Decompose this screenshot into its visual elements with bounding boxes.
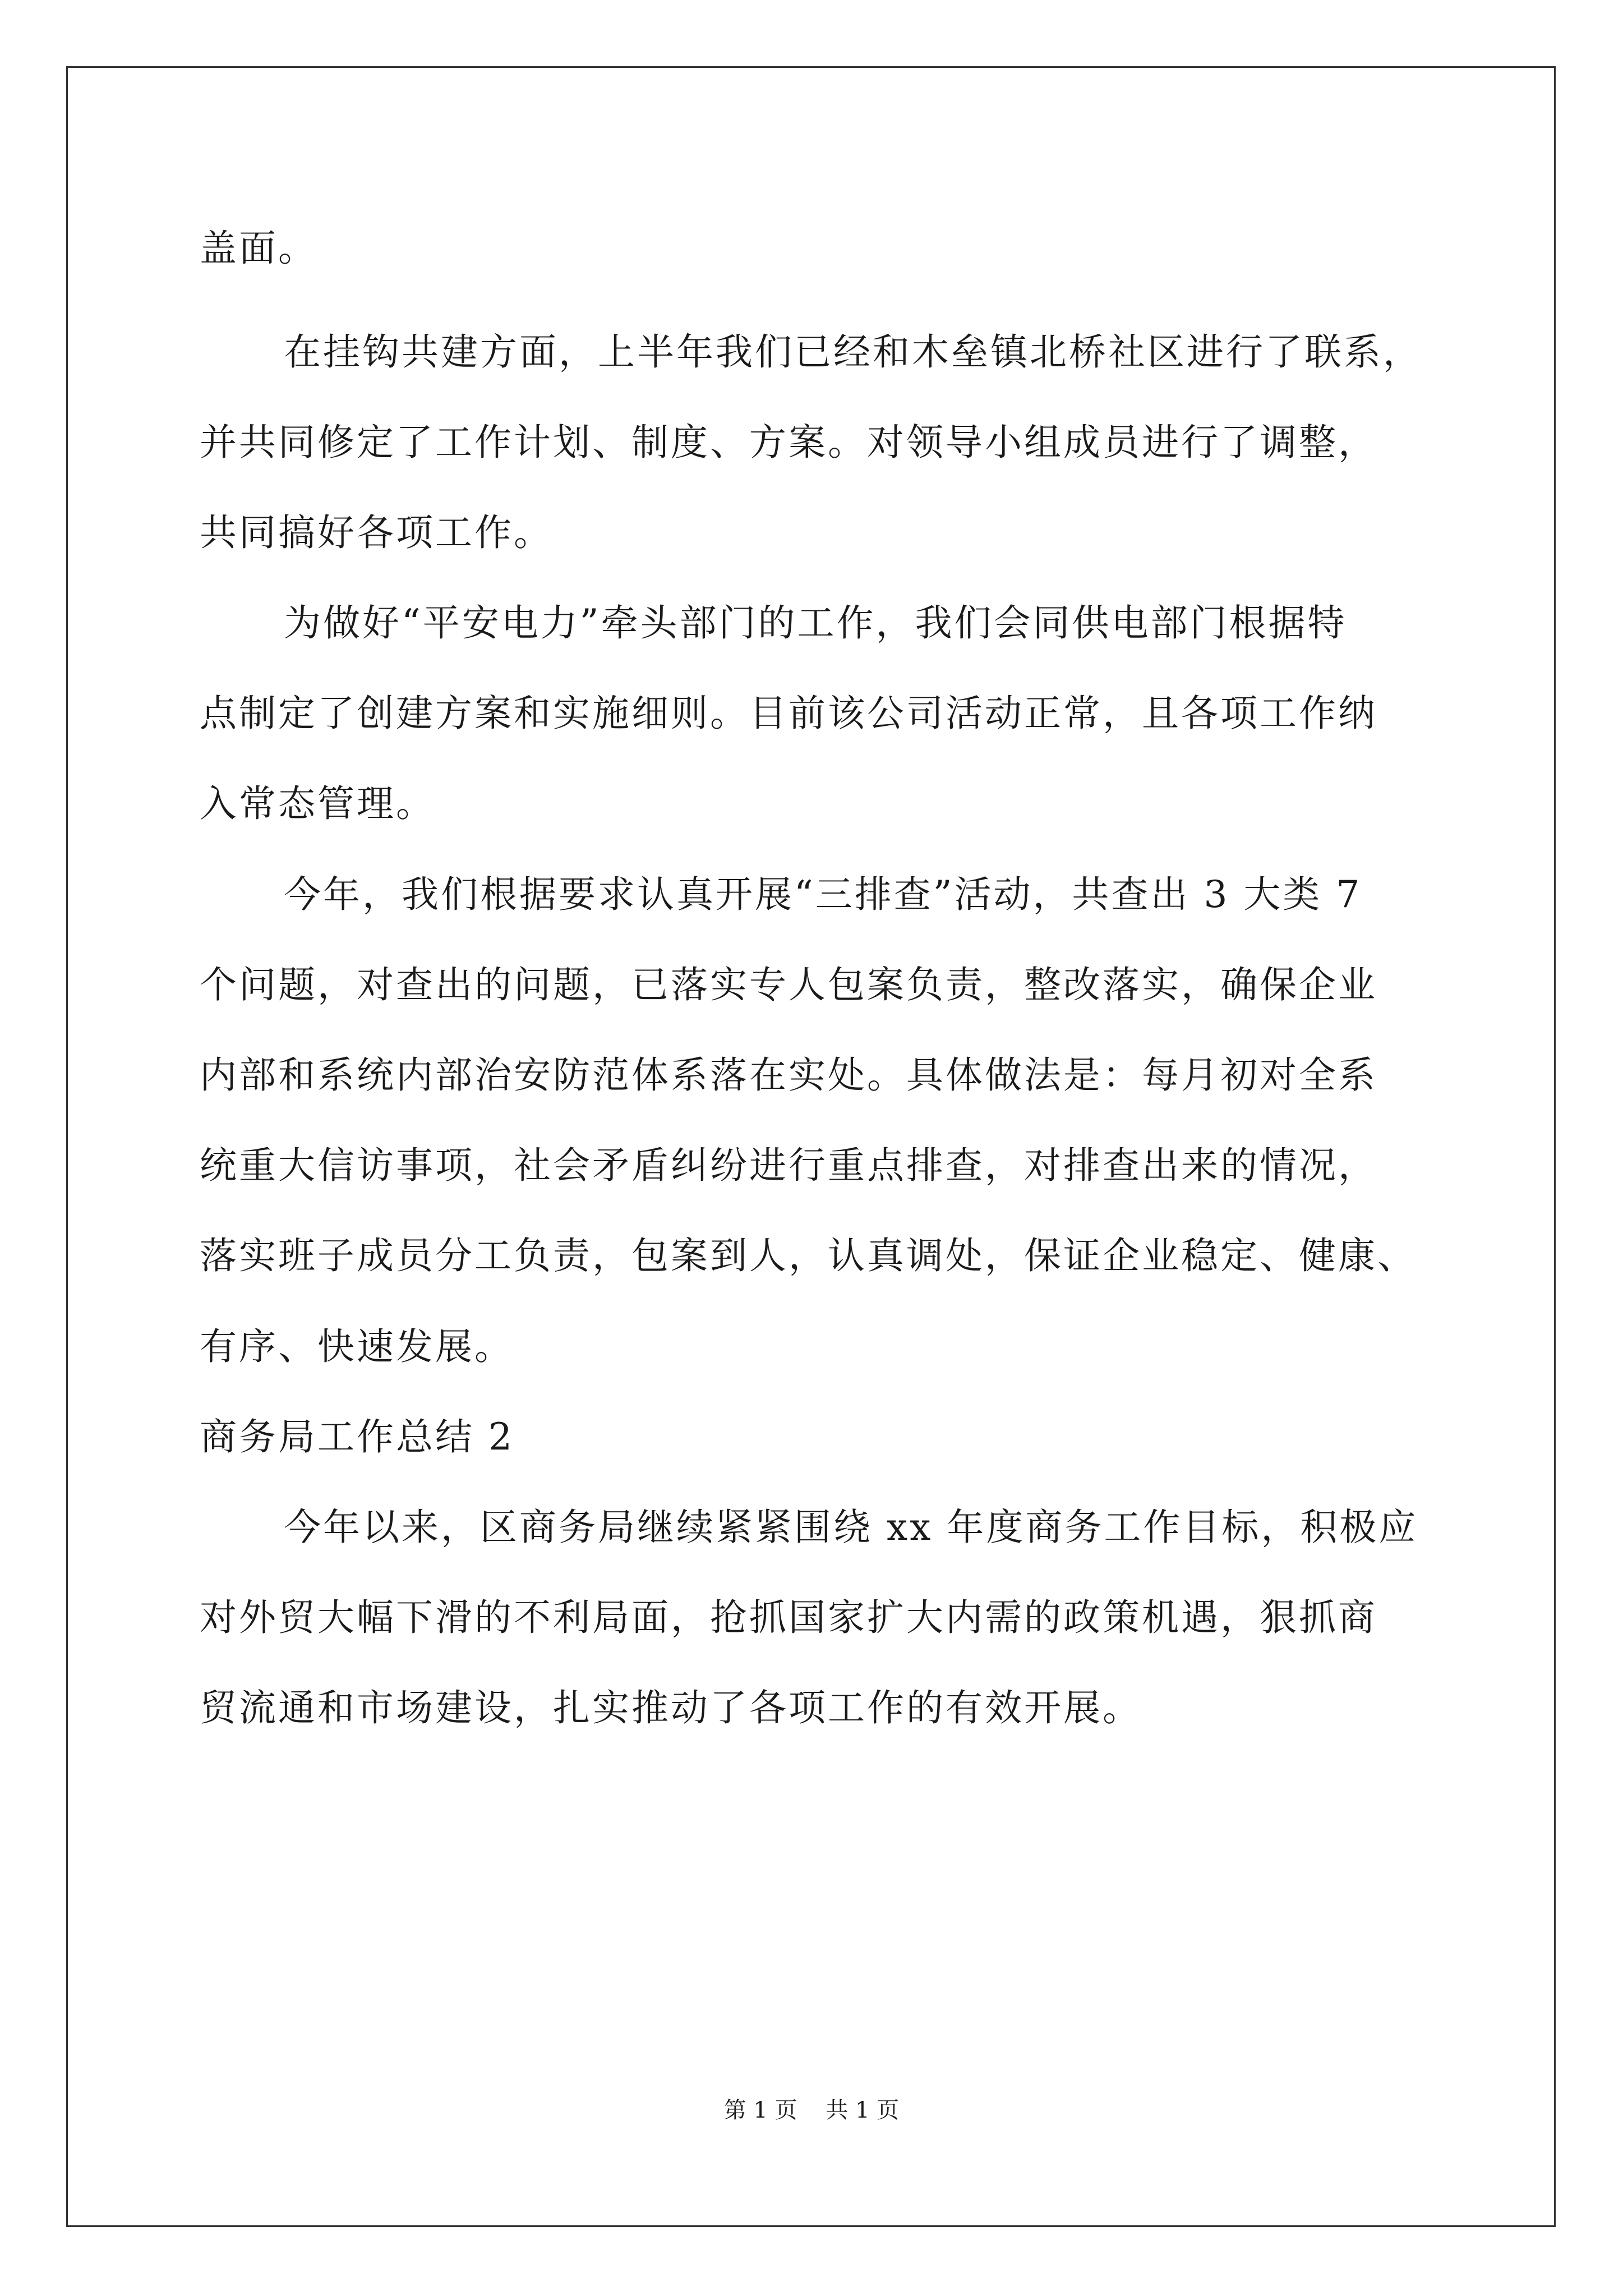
text-line: 统重大信访事项，社会矛盾纠纷进行重点排查，对排查出来的情况，: [200, 1144, 1377, 1187]
paragraph-start-line: 在挂钩共建方面，上半年我们已经和木垒镇北桥社区进行了联系，: [284, 330, 1422, 374]
text-line: 落实班子成员分工负责，包案到人，认真调处，保证企业稳定、健康、: [200, 1234, 1417, 1277]
paragraph-start-line: 今年以来，区商务局继续紧紧围绕 xx 年度商务工作目标，积极应: [284, 1506, 1418, 1549]
text-line: 入常态管理。: [200, 782, 435, 825]
text-line: 内部和系统内部治安防范体系落在实处。具体做法是：每月初对全系: [200, 1053, 1377, 1097]
text-line: 个问题，对查出的问题，已落实专人包案负责，整改落实，确保企业: [200, 963, 1377, 1006]
text-line: 盖面。: [200, 227, 317, 270]
text-line: 并共同修定了工作计划、制度、方案。对领导小组成员进行了调整，: [200, 421, 1377, 464]
paragraph-start-line: 今年，我们根据要求认真开展“三排查”活动，共查出 3 大类 7: [284, 873, 1362, 916]
text-line: 点制定了创建方案和实施细则。目前该公司活动正常，且各项工作纳: [200, 692, 1377, 735]
text-line: 贸流通和市场建设，扎实推动了各项工作的有效开展。: [200, 1686, 1142, 1729]
text-line: 共同搞好各项工作。: [200, 511, 553, 554]
paragraph-start-line: 为做好“平安电力”牵头部门的工作，我们会同供电部门根据特: [284, 601, 1347, 645]
text-line: 有序、快速发展。: [200, 1325, 514, 1368]
text-line: 对外贸大幅下滑的不利局面，抢抓国家扩大内需的政策机遇，狠抓商: [200, 1596, 1377, 1639]
page-footer: 第 1 页 共 1 页: [723, 2097, 900, 2123]
section-heading: 商务局工作总结 2: [200, 1415, 514, 1458]
